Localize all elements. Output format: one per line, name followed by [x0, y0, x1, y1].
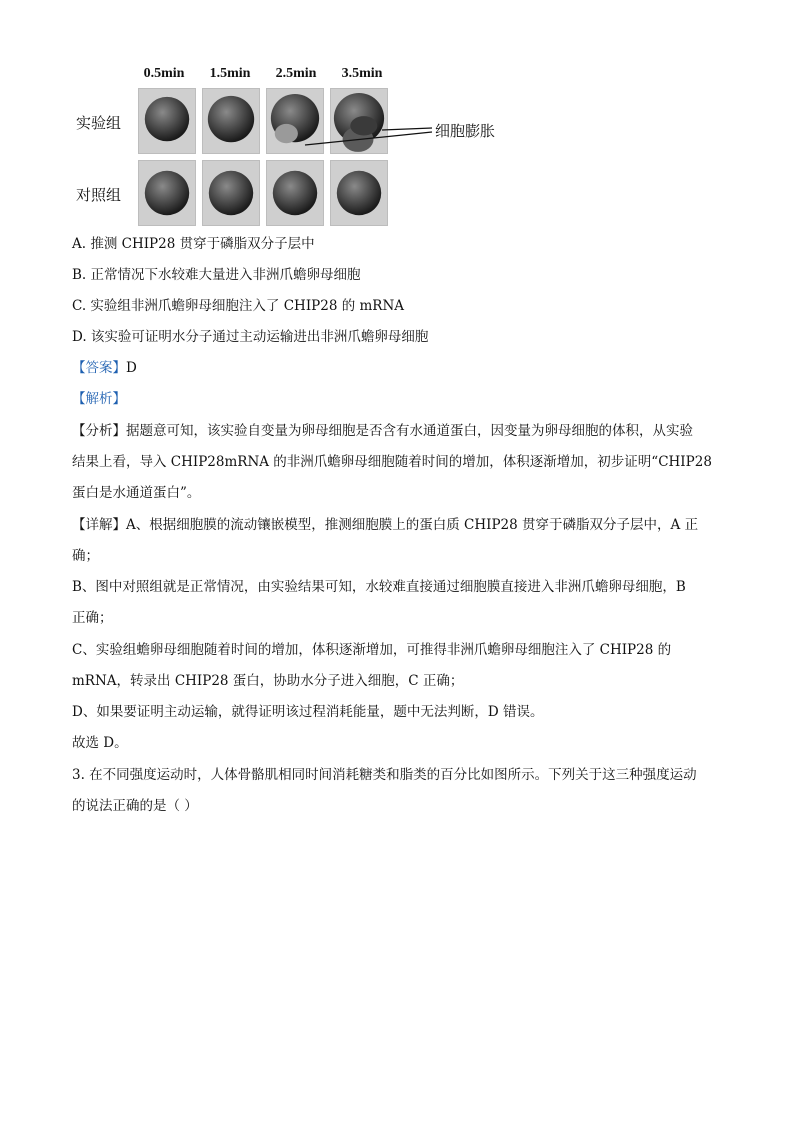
- row-label-control: 对照组: [76, 186, 122, 204]
- column-label: 0.5min: [143, 66, 185, 81]
- detail-text: 正确；: [72, 610, 113, 626]
- detail-text: 确；: [72, 548, 99, 564]
- oocyte-image: [330, 88, 388, 154]
- column-label: 1.5min: [209, 66, 251, 81]
- cell-swelling-figure: [70, 60, 530, 230]
- option-c: C. 实验组非洲爪蟾卵母细胞注入了 CHIP28 的 mRNA: [72, 298, 405, 314]
- detail-text: C、实验组蟾卵母细胞随着时间的增加，体积逐渐增加，可推得非洲爪蟾卵母细胞注入了 CHIP28 的: [72, 642, 672, 658]
- detail-text: B、图中对照组就是正常情况，由实验结果可知，水较难直接通过细胞膜直接进入非洲爪蟾卵母细胞，B: [72, 579, 686, 595]
- conclusion: 故选 D。: [72, 735, 128, 751]
- detail-text: A、根据细胞膜的流动镶嵌模型，推测细胞膜上的蛋白质 CHIP28 贯穿于磷脂双分子层中，A 正: [126, 517, 699, 533]
- option-a: A. 推测 CHIP28 贯穿于磷脂双分子层中: [72, 236, 315, 252]
- analysis-text: 据题意可知，该实验自变量为卵母细胞是否含有水通道蛋白，因变量为卵母细胞的体积，从实验: [126, 423, 693, 439]
- answer-value: D: [126, 360, 137, 376]
- analysis-tag-inline: 【分析】: [72, 423, 126, 439]
- oocyte-image: [202, 88, 260, 154]
- question-3-cont: 的说法正确的是（ ）: [72, 798, 198, 814]
- analysis-line: [72, 421, 693, 441]
- column-label: 3.5min: [341, 66, 383, 81]
- oocyte-image: [138, 160, 196, 226]
- oocyte-image: [202, 160, 260, 226]
- oocyte-image: [266, 88, 324, 154]
- detail-tag: 【详解】: [72, 517, 126, 533]
- option-b: B. 正常情况下水较难大量进入非洲爪蟾卵母细胞: [72, 267, 361, 283]
- callout-label: 细胞膨胀: [435, 122, 496, 140]
- oocyte-image: [266, 160, 324, 226]
- column-label: 2.5min: [275, 66, 317, 81]
- option-d: D. 该实验可证明水分子通过主动运输进出非洲爪蟾卵母细胞: [72, 329, 429, 345]
- oocyte-image: [330, 160, 388, 226]
- analysis-text: 蛋白是水通道蛋白”。: [72, 485, 201, 501]
- detail-line: [72, 515, 698, 535]
- detail-text: D、如果要证明主动运输，就得证明该过程消耗能量，题中无法判断，D 错误。: [72, 704, 544, 720]
- detail-text: mRNA，转录出 CHIP28 蛋白，协助水分子进入细胞，C 正确；: [72, 673, 464, 689]
- analysis-text: 结果上看，导入 CHIP28mRNA 的非洲爪蟾卵母细胞随着时间的增加，体积逐渐增加，初步证明“CHIP28: [72, 454, 712, 470]
- row-label-experimental: 实验组: [76, 114, 122, 132]
- oocyte-image: [138, 88, 196, 154]
- answer-line: [72, 358, 137, 378]
- answer-tag: 【答案】: [72, 360, 126, 376]
- question-3: 3. 在不同强度运动时，人体骨骼肌相同时间消耗糖类和脂类的百分比如图所示。下列关于这三种强度运动: [72, 767, 697, 783]
- analysis-tag: 【解析】: [72, 391, 126, 407]
